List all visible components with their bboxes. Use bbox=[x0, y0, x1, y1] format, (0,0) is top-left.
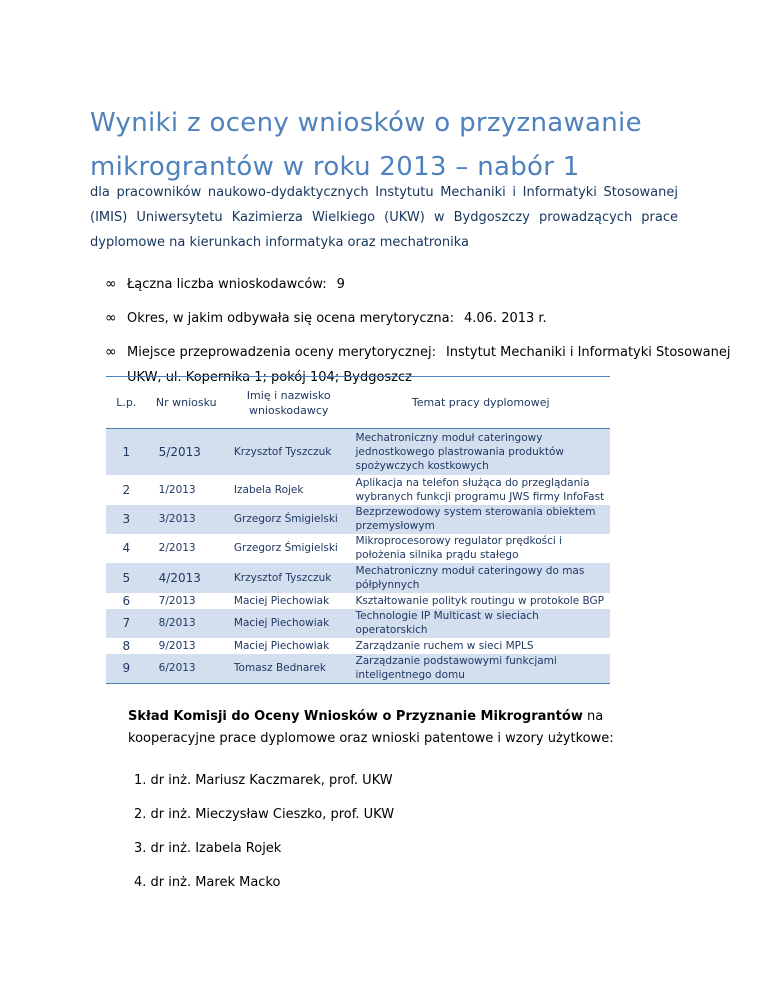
cell-lp: 5 bbox=[106, 563, 147, 593]
info-label: Miejsce przeprowadzenia oceny merytorycznej: bbox=[127, 345, 436, 360]
header-topic: Temat pracy dyplomowej bbox=[352, 377, 610, 429]
committee-members-list bbox=[134, 771, 394, 907]
info-value: Instytut Mechaniki i Informatyki Stosowanej UKW, ul. Kopernika 1; pokój 104; Bydgoszcz bbox=[127, 345, 731, 385]
table-row bbox=[106, 593, 610, 609]
title-line-1: Wyniki z oceny wniosków o przyznawanie bbox=[90, 108, 642, 139]
header-lp: L.p. bbox=[106, 377, 147, 429]
cell-nr: 6/2013 bbox=[147, 654, 226, 684]
cell-lp: 3 bbox=[106, 505, 147, 534]
title-line-2: mikrograntów w roku 2013 – nabór 1 bbox=[90, 152, 580, 183]
table-row bbox=[106, 654, 610, 684]
table-row bbox=[106, 563, 610, 593]
cell-nr: 8/2013 bbox=[147, 609, 226, 638]
header-nr: Nr wniosku bbox=[147, 377, 226, 429]
cell-topic: Aplikacja na telefon służąca do przeglądania wybranych funkcji programu JWS firmy InfoFast bbox=[355, 476, 605, 503]
cell-topic: Kształtowanie polityk routingu w protokole BGP bbox=[355, 594, 605, 607]
list-item: 2. dr inż. Mieczysław Cieszko, prof. UKW bbox=[134, 807, 395, 822]
cell-lp: 2 bbox=[122, 482, 131, 497]
table-row bbox=[106, 505, 610, 534]
table-row bbox=[106, 534, 610, 563]
results-table bbox=[106, 376, 610, 684]
cell-topic: Mechatroniczny moduł cateringowy jednostkowego plastrowania produktów spożywczych kostkowych bbox=[352, 429, 610, 475]
cell-nr: 5/2013 bbox=[147, 429, 226, 475]
cell-lp: 7 bbox=[106, 609, 147, 638]
infinity-bullet-icon: ∞ bbox=[105, 310, 117, 326]
header-name: Imię i nazwisko wnioskodawcy bbox=[226, 377, 352, 429]
info-item-applicants bbox=[90, 272, 750, 297]
cell-nr: 7/2013 bbox=[158, 594, 196, 607]
cell-lp: 9 bbox=[106, 654, 147, 684]
cell-name: Maciej Piechowiak bbox=[233, 639, 330, 652]
cell-lp: 6 bbox=[122, 593, 131, 608]
cell-name: Grzegorz Śmigielski bbox=[226, 505, 352, 534]
cell-nr: 1/2013 bbox=[158, 483, 196, 496]
cell-nr: 4/2013 bbox=[147, 563, 226, 593]
cell-name: Maciej Piechowiak bbox=[233, 594, 330, 607]
cell-topic: Zarządzanie ruchem w sieci MPLS bbox=[355, 639, 534, 652]
cell-lp: 1 bbox=[106, 429, 147, 475]
cell-topic: Mikroprocesorowy regulator prędkości i położenia silnika prądu stałego bbox=[355, 535, 563, 561]
list-item: 1. dr inż. Mariusz Kaczmarek, prof. UKW bbox=[134, 773, 393, 788]
info-value: 9 bbox=[336, 277, 345, 292]
table-row bbox=[106, 638, 610, 654]
cell-topic: Mechatroniczny moduł cateringowy do mas półpłynnych bbox=[352, 563, 610, 593]
cell-nr: 2/2013 bbox=[158, 542, 196, 554]
table-row bbox=[106, 429, 610, 475]
infinity-bullet-icon: ∞ bbox=[105, 276, 117, 292]
table-row bbox=[106, 475, 610, 505]
info-label: Łączna liczba wnioskodawców: bbox=[127, 277, 327, 292]
info-item-period bbox=[90, 306, 750, 331]
cell-lp: 4 bbox=[122, 541, 131, 555]
cell-name: Maciej Piechowiak bbox=[226, 609, 352, 638]
table-row bbox=[106, 609, 610, 638]
infinity-bullet-icon: ∞ bbox=[105, 344, 117, 360]
committee-title: Skład Komisji do Oceny Wniosków o Przyznanie Mikrograntów bbox=[128, 709, 583, 724]
info-label: Okres, w jakim odbywała się ocena merytoryczna: bbox=[127, 311, 454, 326]
list-item: 3. dr inż. Izabela Rojek bbox=[134, 841, 282, 856]
cell-name: Krzysztof Tyszczuk bbox=[226, 429, 352, 475]
committee-heading bbox=[128, 706, 668, 750]
cell-lp: 8 bbox=[122, 638, 131, 653]
cell-topic: Zarządzanie podstawowymi funkcjami inteligentnego domu bbox=[352, 654, 610, 684]
info-value: 4.06. 2013 r. bbox=[463, 311, 547, 326]
cell-name: Izabela Rojek bbox=[233, 483, 304, 496]
list-item: 4. dr inż. Marek Macko bbox=[134, 875, 281, 890]
subtitle: dla pracowników naukowo-dydaktycznych Instytutu Mechaniki i Informatyki Stosowanej (IMIS) Uniwersytetu Kazimierza Wielkiego (UKW) w Bydgoszczy prowadzących prace dyplomowe na kierunkach informatyka oraz mechatronika bbox=[90, 185, 678, 250]
page-title bbox=[90, 101, 690, 189]
cell-nr: 3/2013 bbox=[147, 505, 226, 534]
cell-topic: Technologie IP Multicast w sieciach operatorskich bbox=[352, 609, 610, 638]
table-header-row bbox=[106, 377, 610, 429]
cell-nr: 9/2013 bbox=[158, 639, 196, 652]
committee-description: na kooperacyjne prace dyplomowe oraz wnioski patentowe i wzory użytkowe: bbox=[128, 709, 614, 746]
cell-name: Tomasz Bednarek bbox=[226, 654, 352, 684]
cell-name: Grzegorz Śmigielski bbox=[233, 542, 338, 554]
cell-name: Krzysztof Tyszczuk bbox=[226, 563, 352, 593]
cell-topic: Bezprzewodowy system sterowania obiektem przemysłowym bbox=[352, 505, 610, 534]
